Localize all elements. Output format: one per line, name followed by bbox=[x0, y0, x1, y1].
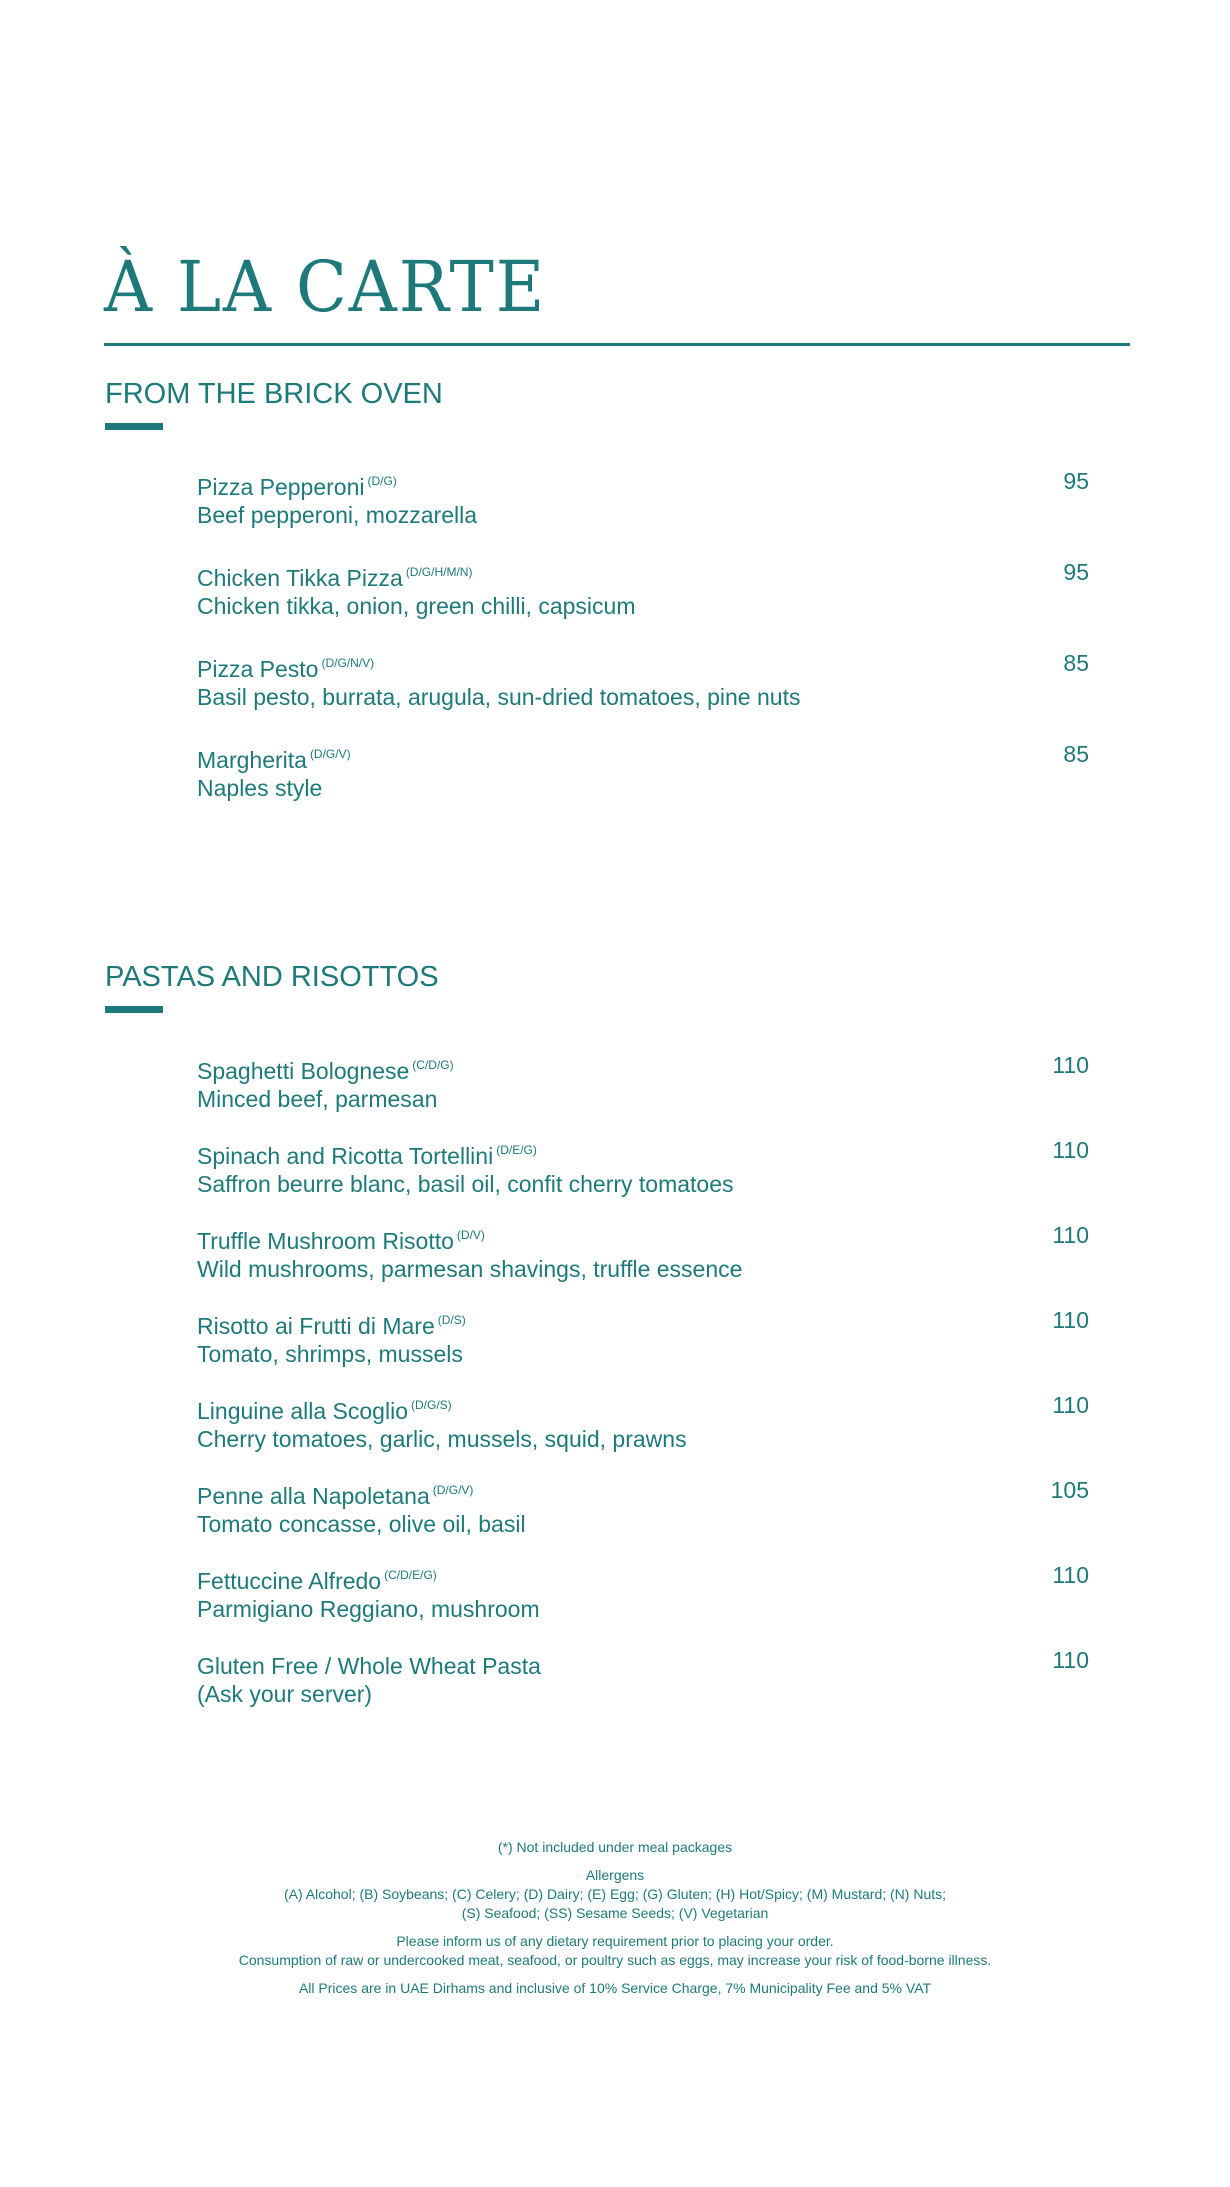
section-underline-bar bbox=[105, 423, 163, 430]
item-price: 110 bbox=[1052, 1307, 1089, 1333]
item-name: Pizza Pepperoni bbox=[197, 474, 365, 500]
item-description: (Ask your server) bbox=[197, 1681, 373, 1707]
menu-item bbox=[197, 558, 1089, 620]
menu-item bbox=[197, 649, 1089, 711]
item-name: Pizza Pesto bbox=[197, 656, 319, 682]
item-name: Fettuccine Alfredo bbox=[197, 1568, 382, 1594]
allergens-heading: Allergens bbox=[585, 1867, 645, 1883]
item-name: Gluten Free / Whole Wheat Pasta bbox=[197, 1653, 541, 1679]
footer bbox=[0, 1838, 1230, 1998]
prices-note: All Prices are in UAE Dirhams and inclusive of 10% Service Charge, 7% Municipality Fee and 5% VAT bbox=[298, 1980, 932, 1996]
item-allergens: (D/G) bbox=[367, 474, 397, 488]
item-price: 110 bbox=[1052, 1137, 1089, 1163]
menu-item bbox=[197, 1646, 1089, 1708]
item-name: Spaghetti Bolognese bbox=[197, 1058, 410, 1084]
item-description: Chicken tikka, onion, green chilli, capsicum bbox=[197, 593, 636, 619]
item-price: 105 bbox=[1050, 1477, 1089, 1503]
menu-item bbox=[197, 467, 1089, 529]
item-description: Minced beef, parmesan bbox=[197, 1086, 438, 1112]
section-heading-pastas-risottos: PASTAS AND RISOTTOS bbox=[105, 961, 439, 993]
item-name: Linguine alla Scoglio bbox=[197, 1398, 408, 1424]
menu-item bbox=[197, 1476, 1089, 1538]
meal-package-note: (*) Not included under meal packages bbox=[497, 1839, 733, 1855]
menu-item bbox=[197, 1391, 1089, 1453]
item-allergens: (C/D/G) bbox=[412, 1058, 454, 1072]
allergens-legend-line: (S) Seafood; (SS) Sesame Seeds; (V) Vegetarian bbox=[461, 1905, 769, 1921]
item-name: Risotto ai Frutti di Mare bbox=[197, 1313, 435, 1339]
section-heading-brick-oven: FROM THE BRICK OVEN bbox=[105, 378, 443, 410]
menu-item bbox=[197, 1561, 1089, 1623]
item-price: 85 bbox=[1063, 741, 1089, 767]
page-title: À LA CARTE bbox=[104, 246, 547, 328]
dietary-note: Please inform us of any dietary requirement prior to placing your order. bbox=[396, 1933, 834, 1949]
item-description: Parmigiano Reggiano, mushroom bbox=[197, 1596, 540, 1622]
item-allergens: (D/G/V) bbox=[309, 747, 351, 761]
item-allergens: (D/V) bbox=[456, 1228, 485, 1242]
item-description: Cherry tomatoes, garlic, mussels, squid, prawns bbox=[197, 1426, 687, 1452]
item-price: 95 bbox=[1063, 468, 1089, 494]
section-underline-bar bbox=[105, 1006, 163, 1013]
item-allergens: (C/D/E/G) bbox=[384, 1568, 437, 1582]
item-name: Penne alla Napoletana bbox=[197, 1483, 430, 1509]
item-name: Chicken Tikka Pizza bbox=[197, 565, 403, 591]
item-allergens: (D/S) bbox=[437, 1313, 466, 1327]
menu-item bbox=[197, 740, 1089, 802]
item-description: Beef pepperoni, mozzarella bbox=[197, 502, 477, 528]
item-allergens: (D/G/N/V) bbox=[321, 656, 375, 670]
item-allergens: (D/G/H/M/N) bbox=[405, 565, 473, 579]
item-price: 110 bbox=[1052, 1647, 1089, 1673]
item-allergens: (D/G/S) bbox=[411, 1398, 452, 1412]
item-description: Saffron beurre blanc, basil oil, confit cherry tomatoes bbox=[197, 1171, 734, 1197]
item-price: 110 bbox=[1052, 1562, 1089, 1588]
consumption-warning: Consumption of raw or undercooked meat, seafood, or poultry such as eggs, may increase your risk of food-borne illness. bbox=[238, 1952, 992, 1968]
item-description: Wild mushrooms, parmesan shavings, truffle essence bbox=[197, 1256, 743, 1282]
item-description: Tomato, shrimps, mussels bbox=[197, 1341, 463, 1367]
item-description: Naples style bbox=[197, 775, 323, 801]
item-description: Tomato concasse, olive oil, basil bbox=[197, 1511, 526, 1537]
item-name: Truffle Mushroom Risotto bbox=[197, 1228, 454, 1254]
menu-item bbox=[197, 1306, 1089, 1368]
item-name: Spinach and Ricotta Tortellini bbox=[197, 1143, 494, 1169]
item-description: Basil pesto, burrata, arugula, sun-dried tomatoes, pine nuts bbox=[197, 684, 801, 710]
title-divider bbox=[104, 343, 1130, 346]
item-allergens: (D/E/G) bbox=[496, 1143, 537, 1157]
item-price: 110 bbox=[1052, 1222, 1089, 1248]
item-price: 110 bbox=[1052, 1392, 1089, 1418]
menu-item bbox=[197, 1221, 1089, 1283]
menu-item bbox=[197, 1136, 1089, 1198]
item-allergens: (D/G/V) bbox=[432, 1483, 474, 1497]
menu-item bbox=[197, 1051, 1089, 1113]
item-name: Margherita bbox=[197, 747, 307, 773]
item-price: 85 bbox=[1063, 650, 1089, 676]
allergens-legend-line: (A) Alcohol; (B) Soybeans; (C) Celery; (D) Dairy; (E) Egg; (G) Gluten; (H) Hot/Spicy; (M) Mustard; (N) Nuts; bbox=[283, 1886, 947, 1902]
item-price: 95 bbox=[1063, 559, 1089, 585]
item-price: 110 bbox=[1052, 1052, 1089, 1078]
